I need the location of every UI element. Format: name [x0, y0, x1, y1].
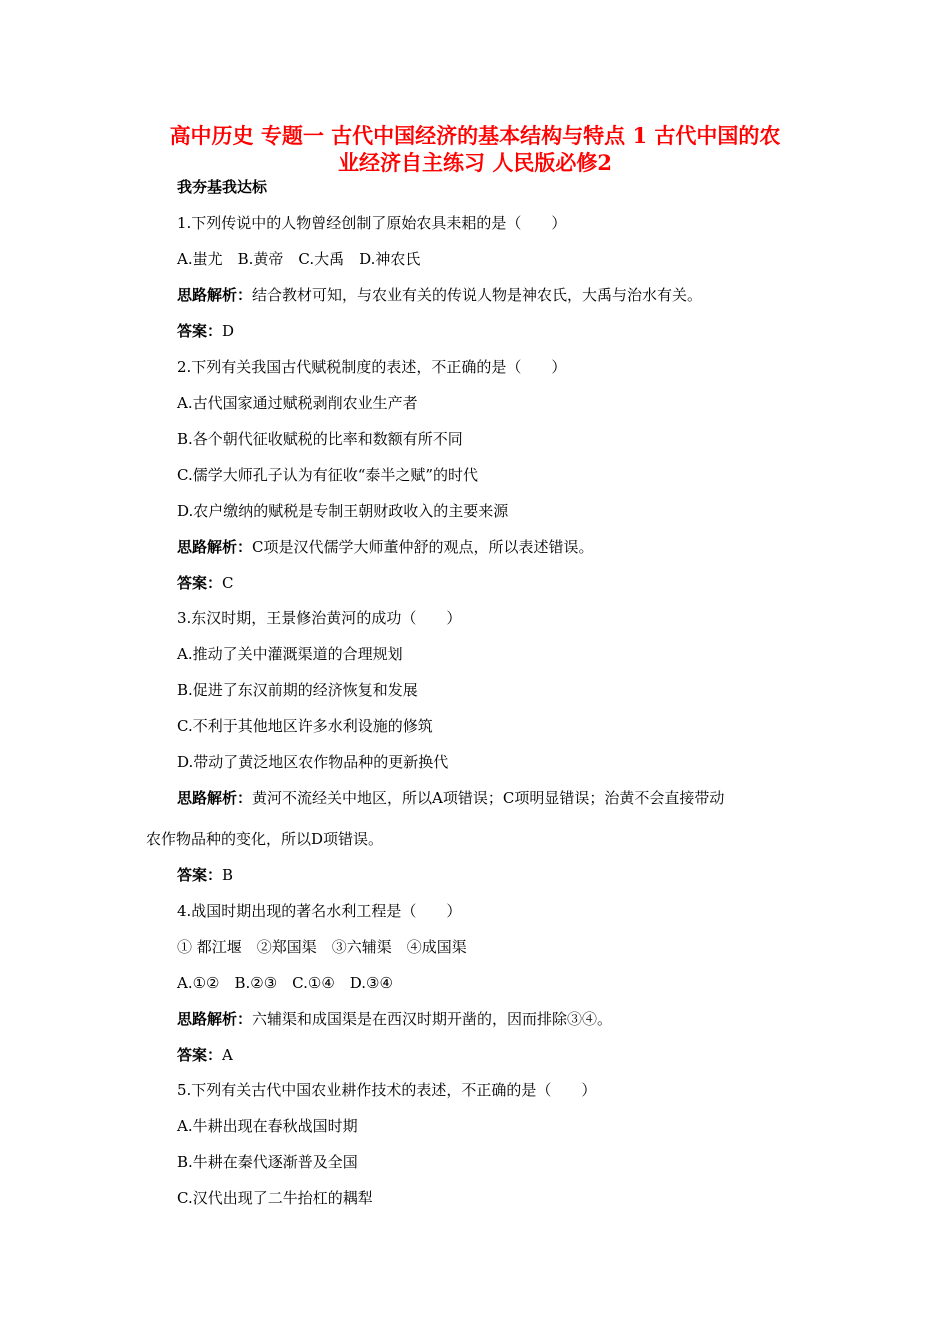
q4-analysis [177, 1009, 612, 1029]
answer-text: D [222, 322, 235, 340]
q2-analysis [177, 537, 594, 557]
answer-text: B [222, 866, 234, 884]
q4-options: A.①② B.②③ C.①④ D.③④ [177, 974, 393, 992]
section-heading: 我夯基我达标 [177, 178, 268, 196]
q4-items: ① 都江堰 ②郑国渠 ③六辅渠 ④成国渠 [177, 938, 467, 956]
q4-stem: 4.战国时期出现的著名水利工程是（ ） [177, 902, 462, 920]
analysis-text: C项是汉代儒学大师董仲舒的观点，所以表述错误。 [252, 538, 594, 556]
analysis-label: 思路解析： [177, 1010, 253, 1028]
analysis-text: 黄河不流经关中地区，所以A项错误；C项明显错误；治黄不会直接带动 [252, 789, 725, 807]
q3-option-a: A.推动了关中灌溉渠道的合理规划 [177, 645, 403, 663]
answer-label: 答案： [177, 574, 223, 592]
q2-option-d: D.农户缴纳的赋税是专制王朝财政收入的主要来源 [177, 502, 509, 520]
q5-option-b: B.牛耕在秦代逐渐普及全国 [177, 1153, 358, 1171]
q5-option-a: A.牛耕出现在春秋战国时期 [177, 1117, 358, 1135]
answer-label: 答案： [177, 322, 223, 340]
q3-answer [177, 865, 233, 885]
analysis-text: 结合教材可知，与农业有关的传说人物是神农氏，大禹与治水有关。 [252, 286, 703, 304]
q4-answer [177, 1045, 233, 1065]
q3-option-d: D.带动了黄泛地区农作物品种的更新换代 [177, 753, 449, 771]
q3-analysis [177, 788, 724, 808]
q3-option-b: B.促进了东汉前期的经济恢复和发展 [177, 681, 418, 699]
analysis-label: 思路解析： [177, 789, 253, 807]
title-line-1: 高中历史 专题一 古代中国经济的基本结构与特点 1 古代中国的农 [169, 123, 781, 148]
q5-option-c: C.汉代出现了二牛抬杠的耦犁 [177, 1189, 373, 1207]
answer-label: 答案： [177, 866, 223, 884]
q3-analysis-continued: 农作物品种的变化，所以D项错误。 [146, 830, 384, 848]
answer-text: C [222, 574, 234, 592]
q2-answer [177, 573, 234, 593]
q1-options: A.蚩尤 B.黄帝 C.大禹 D.神农氏 [177, 250, 421, 268]
analysis-label: 思路解析： [177, 538, 253, 556]
analysis-text: 六辅渠和成国渠是在西汉时期开凿的，因而排除③④。 [252, 1010, 613, 1028]
q2-option-b: B.各个朝代征收赋税的比率和数额有所不同 [177, 430, 463, 448]
q1-answer [177, 321, 234, 341]
q5-stem: 5.下列有关古代中国农业耕作技术的表述，不正确的是（ ） [177, 1081, 597, 1099]
document-title [120, 122, 830, 176]
q2-option-a: A.古代国家通过赋税剥削农业生产者 [177, 394, 418, 412]
q1-analysis [177, 285, 702, 305]
q2-stem: 2.下列有关我国古代赋税制度的表述，不正确的是（ ） [177, 358, 567, 376]
answer-label: 答案： [177, 1046, 223, 1064]
q2-option-c: C.儒学大师孔子认为有征收“泰半之赋”的时代 [177, 466, 479, 484]
answer-text: A [222, 1046, 233, 1064]
q1-stem: 1.下列传说中的人物曾经创制了原始农具耒耜的是（ ） [177, 214, 567, 232]
title-line-2: 业经济自主练习 人民版必修2 [338, 150, 612, 175]
q3-stem: 3.东汉时期，王景修治黄河的成功（ ） [177, 609, 462, 627]
q3-option-c: C.不利于其他地区许多水利设施的修筑 [177, 717, 433, 735]
analysis-label: 思路解析： [177, 286, 253, 304]
